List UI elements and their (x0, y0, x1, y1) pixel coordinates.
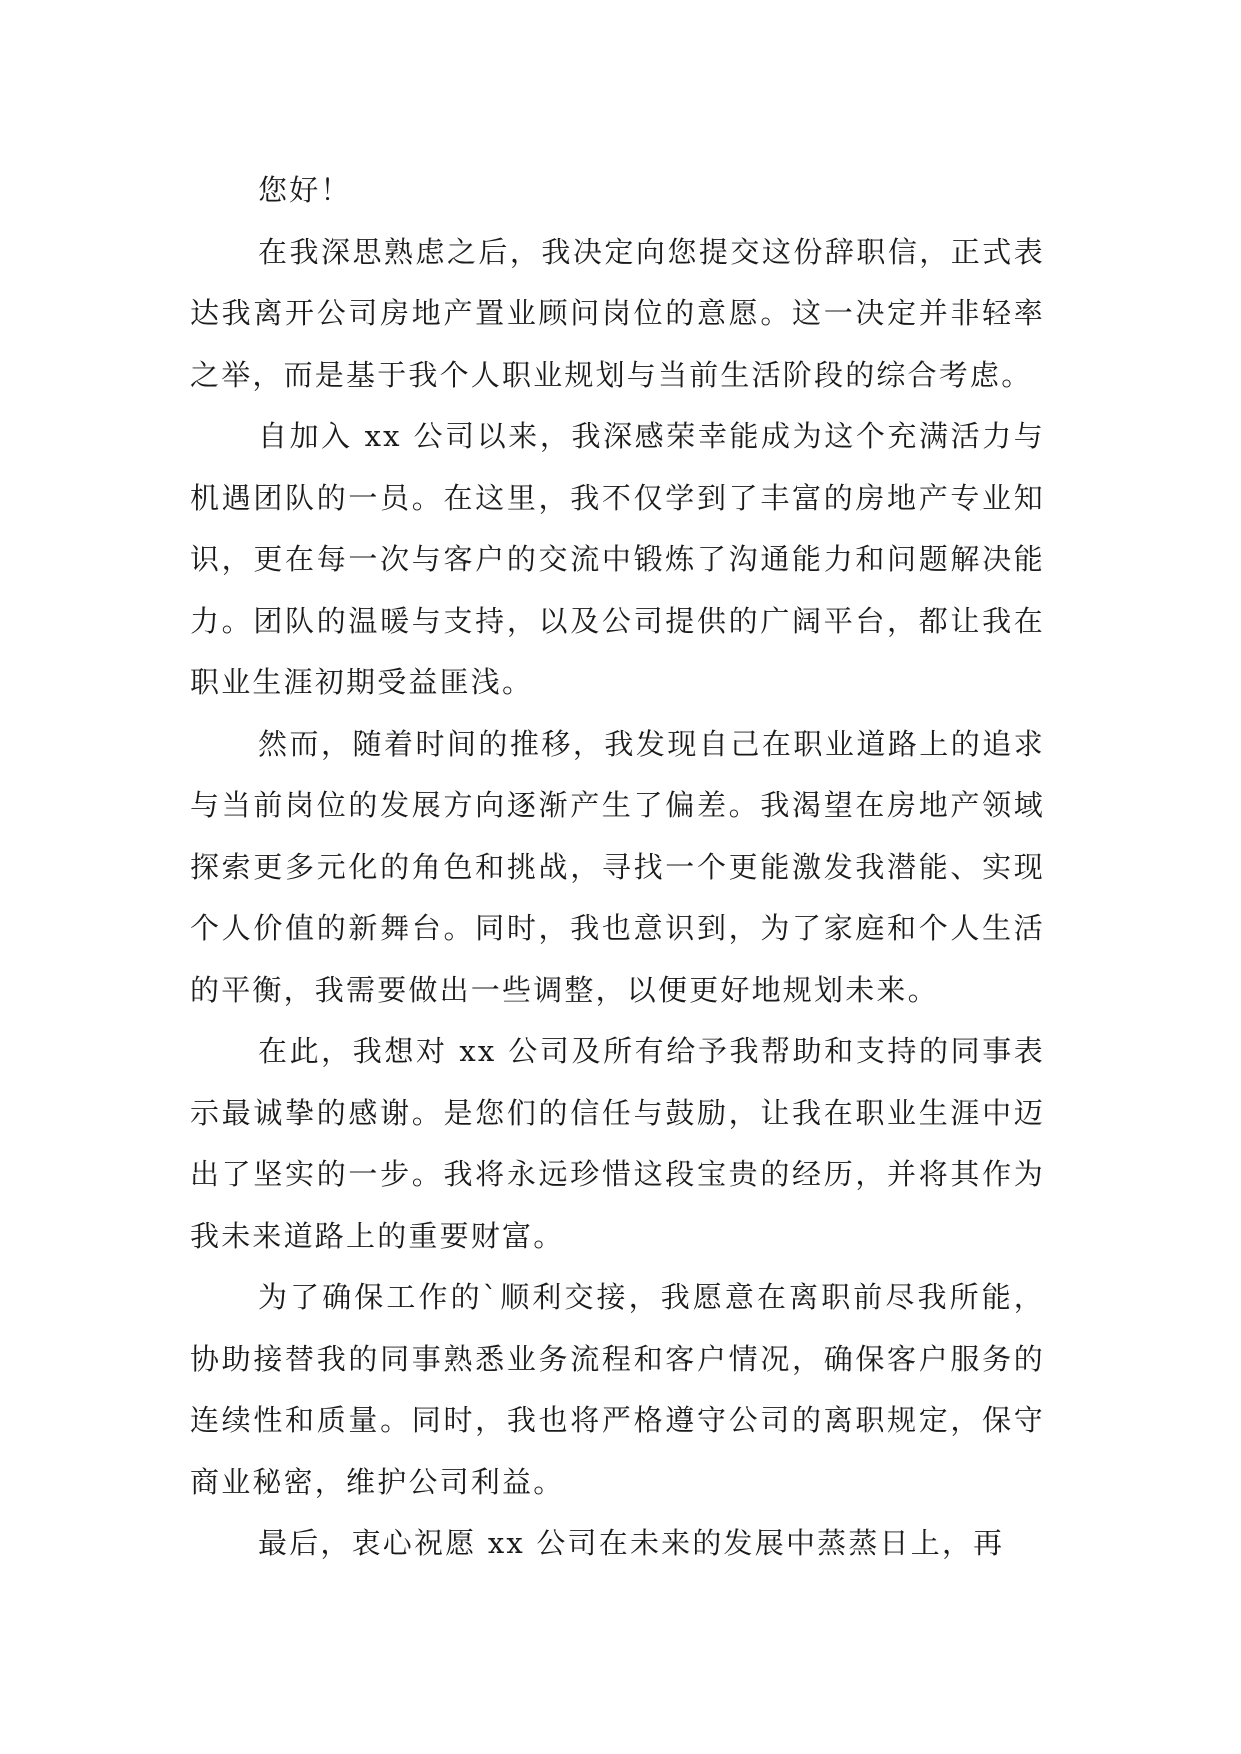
paragraph-handover: 为了确保工作的`顺利交接，我愿意在离职前尽我所能，协助接替我的同事熟悉业务流程和客户情况，确保客户服务的连续性和质量。同时，我也将严格遵守公司的离职规定，保守商业秘密，维护公司利益。 (190, 1280, 1045, 1499)
paragraph-closing: 最后，衷心祝愿 xx 公司在未来的发展中蒸蒸日上，再 (258, 1526, 1005, 1560)
paragraph-reasons: 然而，随着时间的推移，我发现自己在职业道路上的追求与当前岗位的发展方向逐渐产生了偏差。我渴望在房地产领域探索更多元化的角色和挑战，寻找一个更能激发我潜能、实现个人价值的新舞台。同时，我也意识到，为了家庭和个人生活的平衡，我需要做出一些调整，以便更好地规划未来。 (190, 726, 1045, 1007)
letter-greeting: 您好！ (258, 173, 352, 207)
paragraph-decision: 在我深思熟虑之后，我决定向您提交这份辞职信，正式表达我离开公司房地产置业顾问岗位的意愿。这一决定并非轻率之举，而是基于我个人职业规划与当前生活阶段的综合考虑。 (190, 234, 1045, 392)
resignation-letter-body (190, 160, 1045, 1575)
paragraph-gratitude-experience: 自加入 xx 公司以来，我深感荣幸能成为这个充满活力与机遇团队的一员。在这里，我不仅学到了丰富的房地产专业知识，更在每一次与客户的交流中锻炼了沟通能力和问题解决能力。团队的温暖与支持，以及公司提供的广阔平台，都让我在职业生涯初期受益匪浅。 (190, 419, 1045, 699)
paragraph-thanks: 在此，我想对 xx 公司及所有给予我帮助和支持的同事表示最诚挚的感谢。是您们的信任与鼓励，让我在职业生涯中迈出了坚实的一步。我将永远珍惜这段宝贵的经历，并将其作为我未来道路上的重要财富。 (190, 1034, 1045, 1253)
